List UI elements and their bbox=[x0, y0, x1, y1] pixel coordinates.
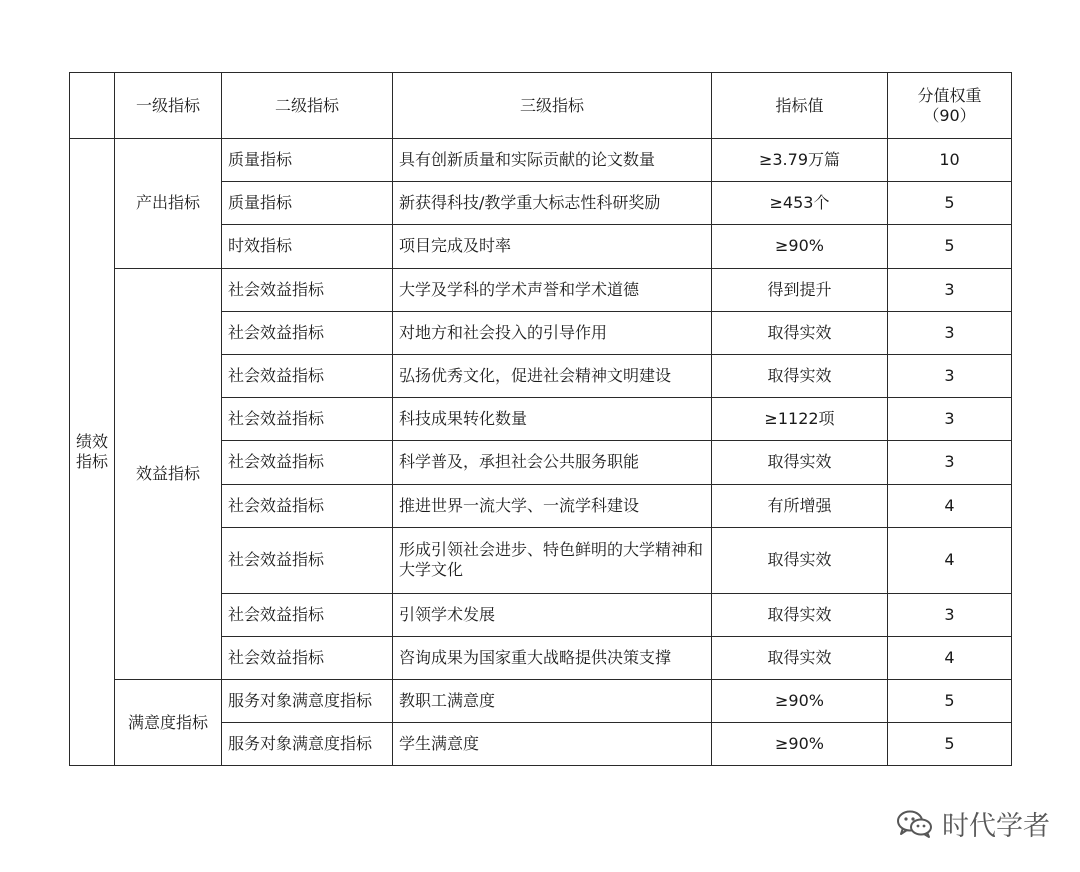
level3-cell: 学生满意度 bbox=[393, 723, 712, 766]
value-cell: ≥453个 bbox=[712, 182, 888, 225]
header-weight-line2: （90） bbox=[923, 105, 976, 125]
level2-cell: 质量指标 bbox=[222, 182, 393, 225]
level3-cell: 教职工满意度 bbox=[393, 680, 712, 723]
level2-cell: 社会效益指标 bbox=[222, 354, 393, 397]
level3-cell: 推进世界一流大学、一流学科建设 bbox=[393, 484, 712, 527]
level3-cell: 引领学术发展 bbox=[393, 593, 712, 636]
level3-cell: 咨询成果为国家重大战略提供决策支撑 bbox=[393, 636, 712, 679]
value-cell: 取得实效 bbox=[712, 354, 888, 397]
top-category-cell bbox=[70, 139, 115, 766]
value-cell: ≥90% bbox=[712, 225, 888, 268]
level2-cell: 社会效益指标 bbox=[222, 441, 393, 484]
level2-cell: 社会效益指标 bbox=[222, 311, 393, 354]
level2-cell: 社会效益指标 bbox=[222, 636, 393, 679]
weight-cell: 3 bbox=[888, 354, 1012, 397]
value-cell: ≥90% bbox=[712, 723, 888, 766]
level3-cell: 科技成果转化数量 bbox=[393, 398, 712, 441]
weight-cell: 4 bbox=[888, 636, 1012, 679]
level3-cell: 项目完成及时率 bbox=[393, 225, 712, 268]
level3-cell: 具有创新质量和实际贡献的论文数量 bbox=[393, 139, 712, 182]
level3-cell: 科学普及，承担社会公共服务职能 bbox=[393, 441, 712, 484]
weight-cell: 4 bbox=[888, 484, 1012, 527]
table-row bbox=[70, 268, 1012, 311]
weight-cell: 3 bbox=[888, 593, 1012, 636]
weight-cell: 5 bbox=[888, 182, 1012, 225]
level3-cell: 弘扬优秀文化，促进社会精神文明建设 bbox=[393, 354, 712, 397]
level3-cell: 大学及学科的学术声誉和学术道德 bbox=[393, 268, 712, 311]
value-cell: 得到提升 bbox=[712, 268, 888, 311]
value-cell: 取得实效 bbox=[712, 311, 888, 354]
watermark-text: 时代学者 bbox=[942, 811, 1050, 842]
weight-cell: 3 bbox=[888, 268, 1012, 311]
value-cell: ≥1122项 bbox=[712, 398, 888, 441]
level2-cell: 质量指标 bbox=[222, 139, 393, 182]
value-cell: 取得实效 bbox=[712, 636, 888, 679]
top-category-label: 绩效指标 bbox=[76, 432, 109, 472]
level3-cell: 新获得科技/教学重大标志性科研奖励 bbox=[393, 182, 712, 225]
header-row bbox=[70, 73, 1012, 139]
header-weight-line1: 分值权重 bbox=[917, 85, 982, 105]
weight-cell: 3 bbox=[888, 398, 1012, 441]
performance-indicator-table bbox=[69, 72, 1012, 766]
level2-cell: 服务对象满意度指标 bbox=[222, 680, 393, 723]
header-level3: 三级指标 bbox=[393, 73, 712, 139]
group-benefit: 效益指标 bbox=[115, 268, 222, 680]
level2-cell: 时效指标 bbox=[222, 225, 393, 268]
level2-cell: 社会效益指标 bbox=[222, 484, 393, 527]
header-indicator-value: 指标值 bbox=[712, 73, 888, 139]
group-satisfaction: 满意度指标 bbox=[115, 680, 222, 766]
weight-cell: 5 bbox=[888, 723, 1012, 766]
header-level2: 二级指标 bbox=[222, 73, 393, 139]
header-weight bbox=[888, 73, 1012, 139]
weight-cell: 10 bbox=[888, 139, 1012, 182]
value-cell: ≥3.79万篇 bbox=[712, 139, 888, 182]
watermark bbox=[896, 804, 1050, 843]
level2-cell: 社会效益指标 bbox=[222, 398, 393, 441]
weight-cell: 5 bbox=[888, 225, 1012, 268]
level3-cell: 对地方和社会投入的引导作用 bbox=[393, 311, 712, 354]
weight-cell: 3 bbox=[888, 441, 1012, 484]
level2-cell: 社会效益指标 bbox=[222, 268, 393, 311]
weight-cell: 5 bbox=[888, 680, 1012, 723]
value-cell: 取得实效 bbox=[712, 593, 888, 636]
level2-cell: 服务对象满意度指标 bbox=[222, 723, 393, 766]
table-row bbox=[70, 680, 1012, 723]
value-cell: 有所增强 bbox=[712, 484, 888, 527]
header-level1: 一级指标 bbox=[115, 73, 222, 139]
value-cell: 取得实效 bbox=[712, 441, 888, 484]
level2-cell: 社会效益指标 bbox=[222, 593, 393, 636]
table-row bbox=[70, 139, 1012, 182]
level3-cell: 形成引领社会进步、特色鲜明的大学精神和大学文化 bbox=[393, 527, 712, 593]
wechat-icon bbox=[896, 809, 934, 839]
header-blank-cell bbox=[70, 73, 115, 139]
group-output: 产出指标 bbox=[115, 139, 222, 269]
level2-cell: 社会效益指标 bbox=[222, 527, 393, 593]
value-cell: 取得实效 bbox=[712, 527, 888, 593]
weight-cell: 3 bbox=[888, 311, 1012, 354]
weight-cell: 4 bbox=[888, 527, 1012, 593]
value-cell: ≥90% bbox=[712, 680, 888, 723]
